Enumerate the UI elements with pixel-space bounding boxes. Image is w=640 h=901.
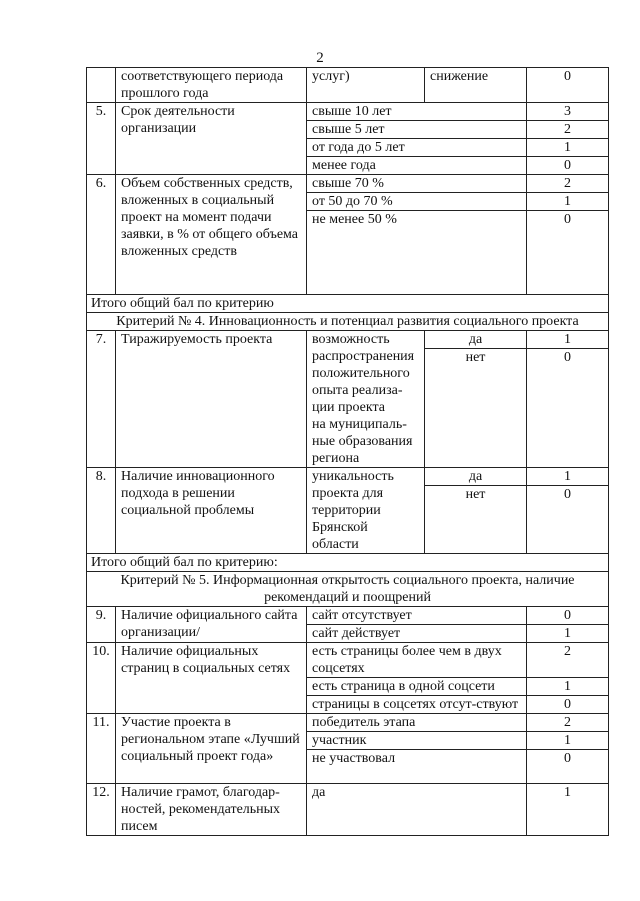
option-label: да [425, 331, 527, 349]
score-cell: 2 [527, 175, 609, 193]
score-cell: 1 [527, 193, 609, 211]
score-cell: 0 [527, 486, 609, 554]
option-label: не участвовал [307, 750, 527, 784]
row-number: 8. [87, 468, 116, 554]
table-row [87, 68, 609, 103]
indicator-cell: услуг) [307, 68, 425, 103]
value-cell: снижение [425, 68, 527, 103]
criterion-total: Итого общий бал по критерию [87, 295, 609, 313]
score-cell: 0 [527, 696, 609, 714]
criterion-cell: Тиражируемость проекта [116, 331, 307, 468]
option-label: не менее 50 % [307, 211, 527, 295]
criterion-cell: Участие проекта в региональном этапе «Лучший социальный проект года» [116, 714, 307, 784]
score-cell: 1 [527, 732, 609, 750]
option-label: свыше 5 лет [307, 121, 527, 139]
score-cell: 2 [527, 643, 609, 678]
option-label: от 50 до 70 % [307, 193, 527, 211]
option-label: от года до 5 лет [307, 139, 527, 157]
row-number: 10. [87, 643, 116, 714]
row-number: 9. [87, 607, 116, 643]
option-label: свыше 10 лет [307, 103, 527, 121]
score-cell: 2 [527, 121, 609, 139]
table-row [87, 103, 609, 121]
criterion-cell: Наличие официального сайта организации/ [116, 607, 307, 643]
option-label: да [307, 784, 527, 836]
option-label: сайт действует [307, 625, 527, 643]
score-cell: 0 [527, 349, 609, 468]
option-label: нет [425, 486, 527, 554]
option-label: свыше 70 % [307, 175, 527, 193]
score-cell: 1 [527, 678, 609, 696]
option-label: участник [307, 732, 527, 750]
row-number: 11. [87, 714, 116, 784]
option-label: сайт отсутствует [307, 607, 527, 625]
criterion-cell: Наличие официальных страниц в социальных сетях [116, 643, 307, 714]
table-row [87, 313, 609, 331]
table-row [87, 554, 609, 572]
criterion-cell: Срок деятельности организации [116, 103, 307, 175]
indicator-cell: возможность распространения положительного опыта реализа- ции проекта на муниципаль- ные образования региона [307, 331, 425, 468]
score-cell: 1 [527, 625, 609, 643]
criterion-cell: Наличие грамот, благодар-ностей, рекомендательных писем [116, 784, 307, 836]
table-row [87, 643, 609, 678]
score-cell: 1 [527, 139, 609, 157]
score-cell: 0 [527, 68, 609, 103]
criterion-header: Критерий № 4. Инновационность и потенциал развития социального проекта [87, 313, 609, 331]
score-cell: 2 [527, 714, 609, 732]
row-number: 5. [87, 103, 116, 175]
criterion-cell: соответствующего периода прошлого года [116, 68, 307, 103]
row-number: 12. [87, 784, 116, 836]
option-label: менее года [307, 157, 527, 175]
table-row [87, 175, 609, 193]
criterion-cell: Наличие инновационного подхода в решении социальной проблемы [116, 468, 307, 554]
score-cell: 1 [527, 784, 609, 836]
option-label: нет [425, 349, 527, 468]
row-number: 7. [87, 331, 116, 468]
table-row [87, 468, 609, 486]
table-row [87, 331, 609, 349]
row-number [87, 68, 116, 103]
score-cell: 0 [527, 157, 609, 175]
indicator-cell: уникальность проекта для территории Брянской области [307, 468, 425, 554]
score-cell: 3 [527, 103, 609, 121]
table-row [87, 714, 609, 732]
criterion-cell: Объем собственных средств, вложенных в социальный проект на момент подачи заявки, в % от общего объема вложенных средств [116, 175, 307, 295]
option-label: да [425, 468, 527, 486]
criterion-total: Итого общий бал по критерию: [87, 554, 609, 572]
row-number: 6. [87, 175, 116, 295]
evaluation-table [86, 67, 609, 836]
score-cell: 1 [527, 468, 609, 486]
criterion-header: Критерий № 5. Информационная открытость социального проекта, наличие рекомендаций и поощрений [87, 572, 609, 607]
score-cell: 1 [527, 331, 609, 349]
score-cell: 0 [527, 750, 609, 784]
score-cell: 0 [527, 607, 609, 625]
option-label: есть страницы более чем в двух соцсетях [307, 643, 527, 678]
table-row [87, 784, 609, 836]
table-row [87, 607, 609, 625]
page-number: 2 [316, 50, 324, 66]
option-label: страницы в соцсетях отсут-ствуют [307, 696, 527, 714]
option-label: победитель этапа [307, 714, 527, 732]
table-row [87, 295, 609, 313]
table-row [87, 572, 609, 607]
score-cell: 0 [527, 211, 609, 295]
option-label: есть страница в одной соцсети [307, 678, 527, 696]
